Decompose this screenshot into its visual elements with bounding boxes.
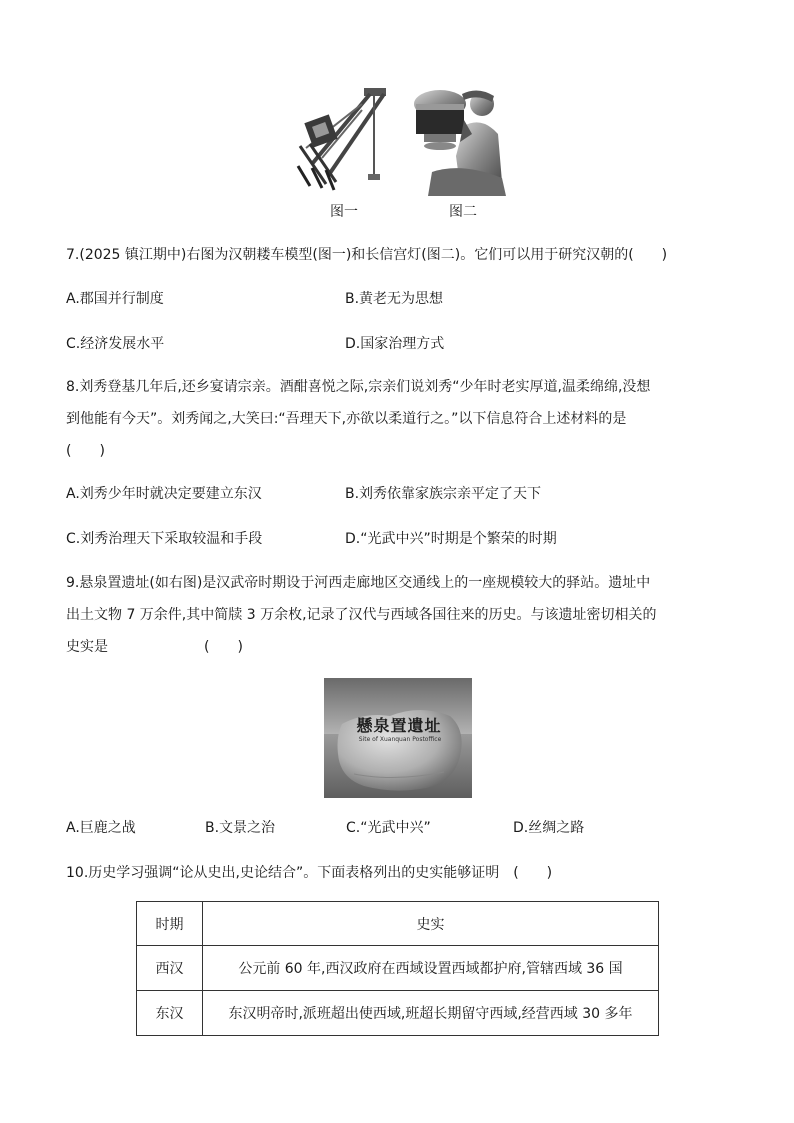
q9-option-b: B.文景之治 bbox=[205, 820, 276, 836]
figure-2-caption: 图二 bbox=[449, 204, 477, 220]
q7-option-b: B.黄老无为思想 bbox=[345, 291, 444, 307]
table-cell-period: 西汉 bbox=[137, 946, 203, 991]
q7-option-d: D.国家治理方式 bbox=[345, 336, 445, 352]
history-facts-table bbox=[136, 901, 659, 1036]
question-8-stem-line2: 到他能有今天”。刘秀闻之,大笑曰:“吾理天下,亦欲以柔道行之。”以下信息符合上述材料的是 bbox=[66, 411, 627, 427]
question-9-stem-line1: 9.悬泉置遗址(如右图)是汉武帝时期设于河西走廊地区交通线上的一座规模较大的驿站。遗址中 bbox=[66, 575, 651, 591]
q9-option-d: D.丝绸之路 bbox=[513, 820, 585, 836]
question-9-answer-blank: ( ) bbox=[204, 639, 243, 655]
question-8-stem-line1: 8.刘秀登基几年后,还乡宴请宗亲。酒酣喜悦之际,宗亲们说刘秀“少年时老实厚道,温柔绵绵,没想 bbox=[66, 379, 651, 395]
figure-changxin-lamp bbox=[402, 86, 510, 198]
question-9-stem-line3a: 史实是 bbox=[66, 639, 108, 655]
table-row bbox=[137, 946, 659, 991]
stone-subtitle: Site of Xuanquan Postoffice bbox=[358, 736, 442, 743]
question-8-stem-line3: ( ) bbox=[66, 443, 105, 459]
q8-option-b: B.刘秀依靠家族宗亲平定了天下 bbox=[345, 486, 542, 502]
table-cell-fact: 东汉明帝时,派班超出使西域,班超长期留守西域,经营西域 30 多年 bbox=[203, 991, 659, 1036]
table-header-period: 时期 bbox=[137, 902, 203, 946]
q7-option-c: C.经济发展水平 bbox=[66, 336, 165, 352]
table-header-row bbox=[137, 902, 659, 946]
question-7-stem: 7.(2025 镇江期中)右图为汉朝耧车模型(图一)和长信宫灯(图二)。它们可以用于研究汉朝的( ) bbox=[66, 247, 668, 263]
table-cell-fact: 公元前 60 年,西汉政府在西域设置西域都护府,管辖西域 36 国 bbox=[203, 946, 659, 991]
figure-1-caption: 图一 bbox=[330, 204, 358, 220]
q7-option-a: A.郡国并行制度 bbox=[66, 291, 164, 307]
table-row bbox=[137, 991, 659, 1036]
q8-option-a: A.刘秀少年时就决定要建立东汉 bbox=[66, 486, 262, 502]
q9-option-c: C.“光武中兴” bbox=[346, 820, 431, 836]
figure-plough-cart bbox=[292, 84, 392, 196]
table-cell-period: 东汉 bbox=[137, 991, 203, 1036]
q8-option-d: D.“光武中兴”时期是个繁荣的时期 bbox=[345, 531, 557, 547]
question-9-stem-line2: 出土文物 7 万余件,其中简牍 3 万余枚,记录了汉代与西域各国往来的历史。与该遗址密切相关的 bbox=[66, 607, 657, 623]
table-header-facts: 史实 bbox=[203, 902, 659, 946]
q8-option-c: C.刘秀治理天下采取较温和手段 bbox=[66, 531, 263, 547]
stone-inscription: 懸泉置遺址 bbox=[356, 716, 442, 735]
q9-option-a: A.巨鹿之战 bbox=[66, 820, 136, 836]
question-10-stem: 10.历史学习强调“论从史出,史论结合”。下面表格列出的史实能够证明 ( ) bbox=[66, 865, 553, 881]
